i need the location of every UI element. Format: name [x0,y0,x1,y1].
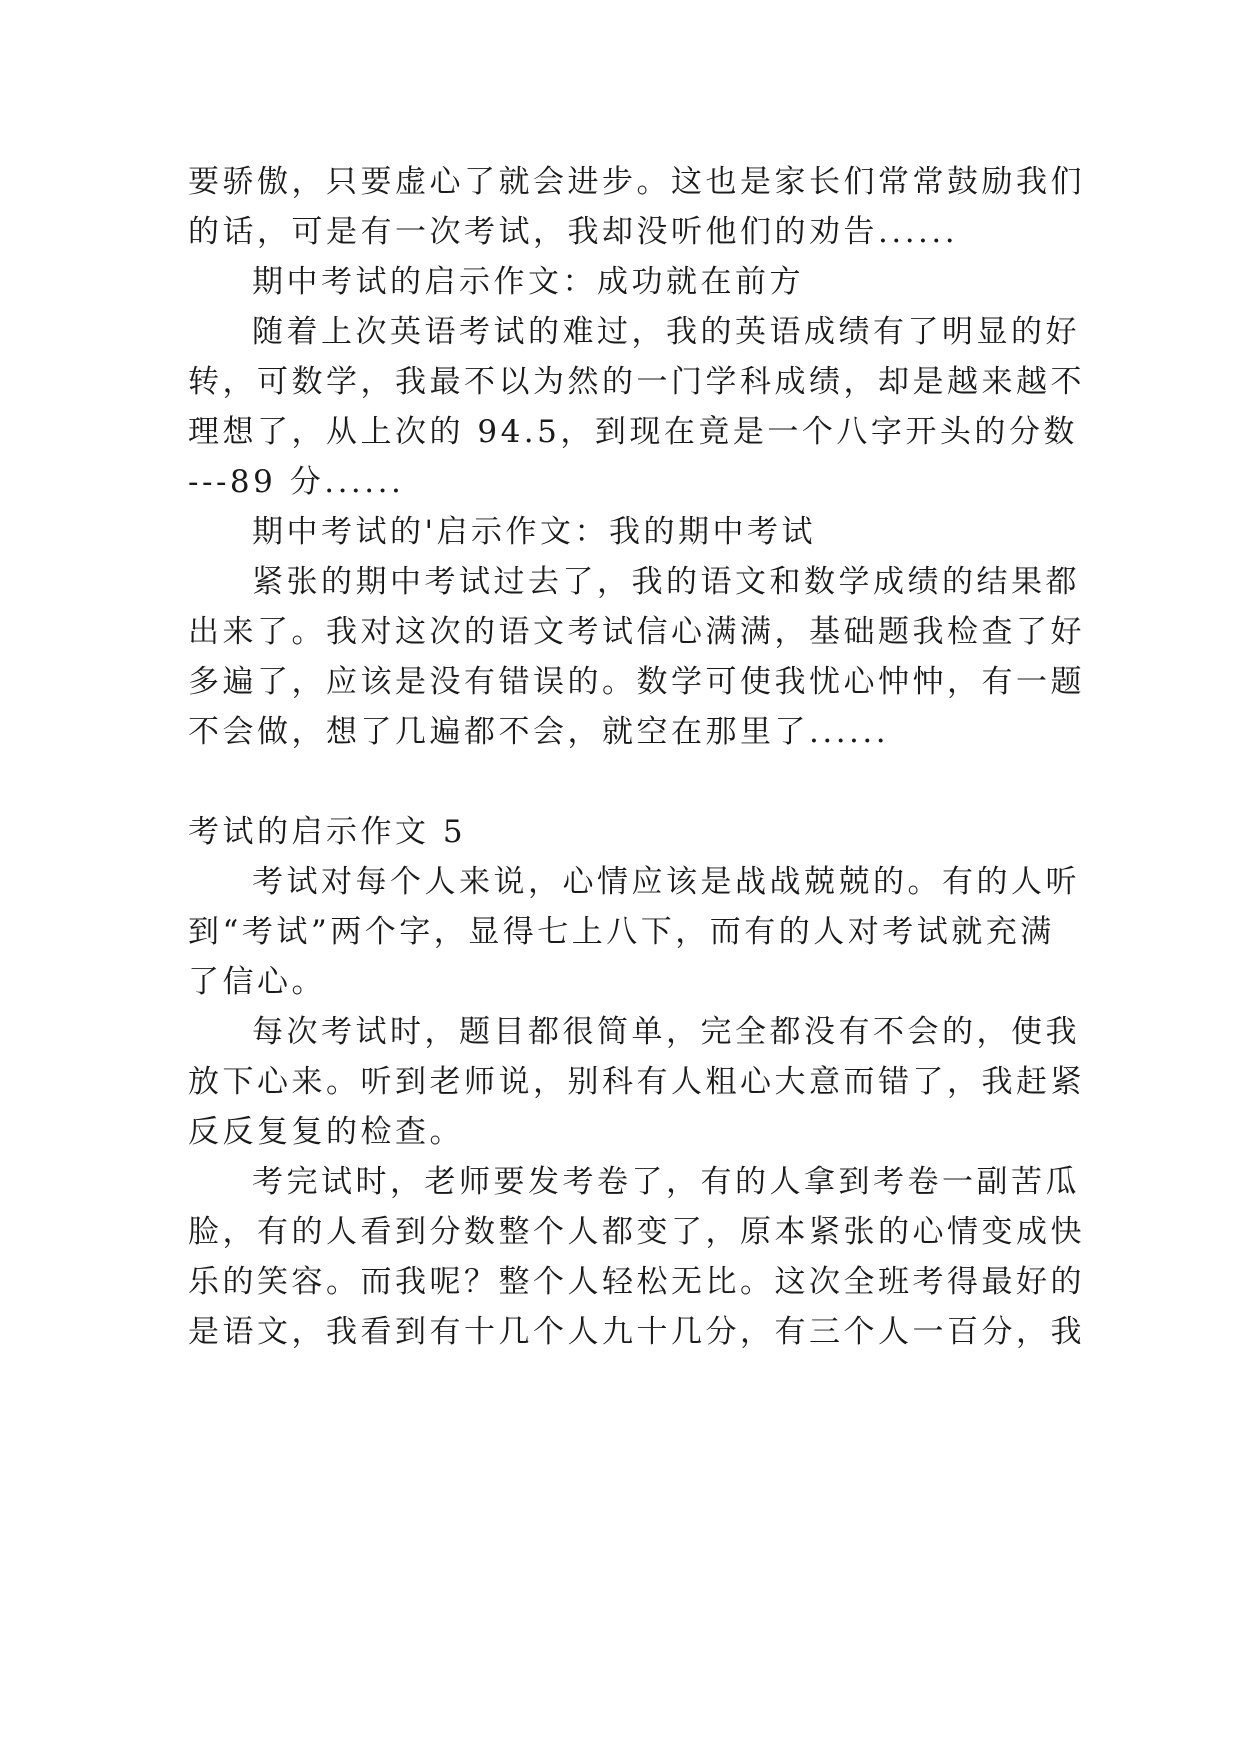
paragraph-line: 转，可数学，我最不以为然的一门学科成绩，却是越来越不 [188,364,1085,400]
paragraph-line: 紧张的期中考试过去了，我的语文和数学成绩的结果都 [252,564,1080,600]
essay-title: 考试的启示作文 5 [188,814,467,850]
paragraph-line: 乐的笑容。而我呢？整个人轻松无比。这次全班考得最好的 [188,1264,1085,1300]
paragraph-line: 是语文，我看到有十几个人九十几分，有三个人一百分，我 [188,1314,1085,1350]
paragraph-line: 要骄傲，只要虚心了就会进步。这也是家长们常常鼓励我们 [188,164,1085,200]
paragraph-line: 到“考试”两个字，显得七上八下，而有的人对考试就充满 [188,914,1055,950]
paragraph-line: 每次考试时，题目都很简单，完全都没有不会的，使我 [252,1014,1080,1050]
paragraph-line: 多遍了，应该是没有错误的。数学可使我忧心忡忡，有一题 [188,664,1085,700]
paragraph-line: 考试对每个人来说，心情应该是战战兢兢的。有的人听 [252,864,1080,900]
paragraph-line: 理想了，从上次的 94.5，到现在竟是一个八字开头的分数 [188,414,1078,450]
paragraph-line: 反反复复的检查。 [188,1114,464,1150]
paragraph-line: 出来了。我对这次的语文考试信心满满，基础题我检查了好 [188,614,1085,650]
paragraph-line: 放下心来。听到老师说，别科有人粗心大意而错了，我赶紧 [188,1064,1085,1100]
paragraph-line: 的话，可是有一次考试，我却没听他们的劝告...... [188,214,959,250]
section-heading: 期中考试的'启示作文：我的期中考试 [252,514,817,550]
paragraph-line: 随着上次英语考试的难过，我的英语成绩有了明显的好 [252,314,1080,350]
paragraph-line: 不会做，想了几遍都不会，就空在那里了...... [188,714,890,750]
paragraph-line: 了信心。 [188,964,326,1000]
paragraph-line: ---89 分...... [188,464,405,500]
paragraph-line: 考完试时，老师要发考卷了，有的人拿到考卷一副苦瓜 [252,1164,1080,1200]
section-heading: 期中考试的启示作文：成功就在前方 [252,264,804,300]
paragraph-line: 脸，有的人看到分数整个人都变了，原本紧张的心情变成快 [188,1214,1085,1250]
